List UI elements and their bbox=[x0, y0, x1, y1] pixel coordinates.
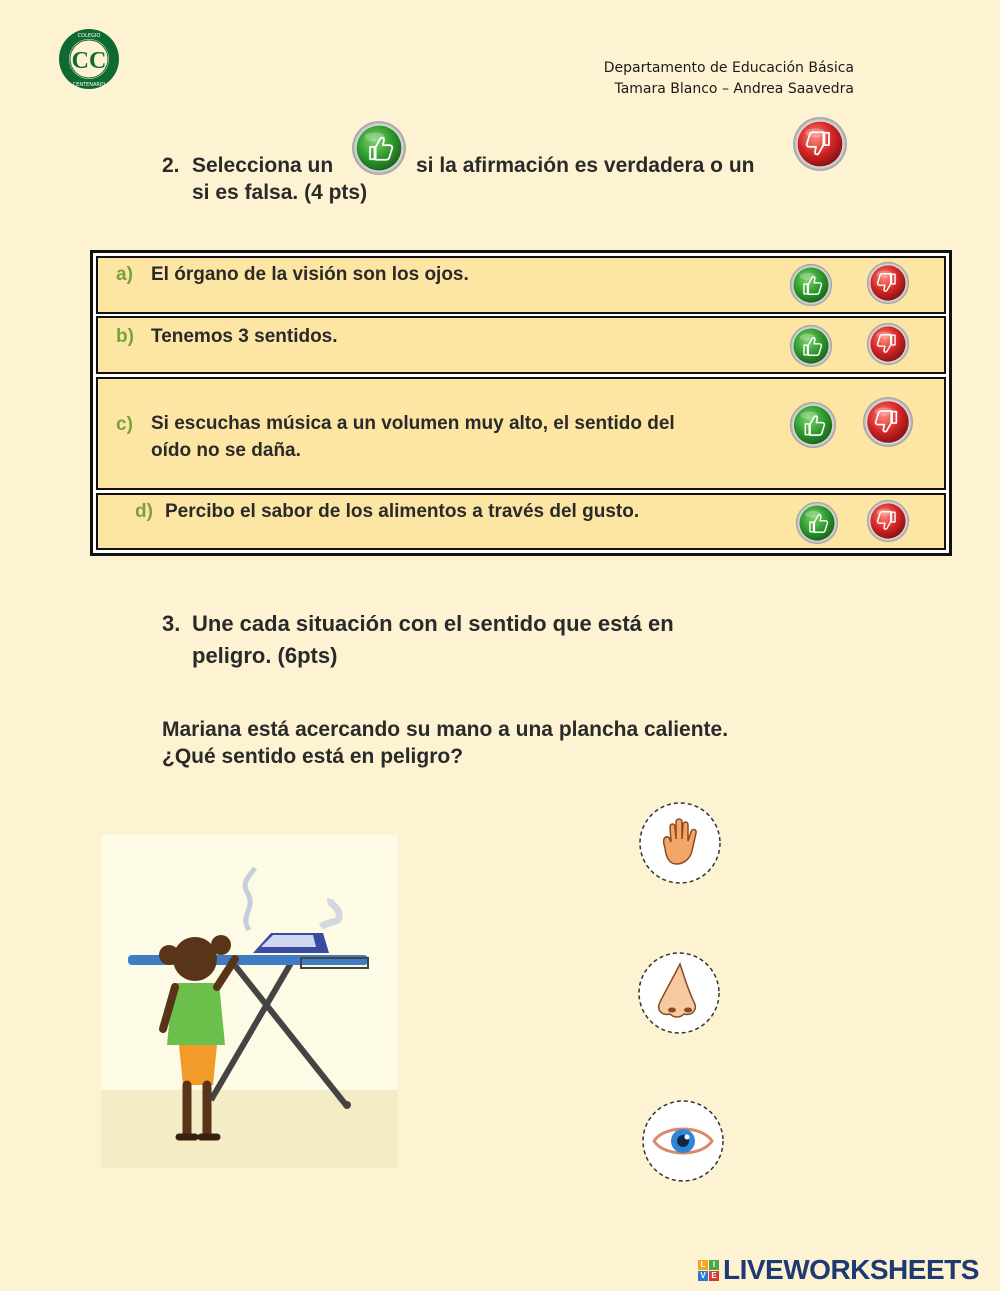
statement-row-b bbox=[96, 316, 946, 374]
thumbs-down-icon[interactable] bbox=[866, 499, 910, 543]
statement-row-c bbox=[96, 377, 946, 490]
thumbs-up-icon[interactable] bbox=[789, 324, 833, 368]
statement-row-d bbox=[96, 493, 946, 550]
statement-text: El órgano de la visión son los ojos. bbox=[151, 264, 469, 285]
thumbs-up-icon[interactable] bbox=[795, 501, 839, 545]
question-text: si es falsa. (4 pts) bbox=[192, 181, 368, 204]
statement-letter: a) bbox=[116, 264, 133, 285]
thumbs-down-icon[interactable] bbox=[866, 261, 910, 305]
svg-text:CC: CC bbox=[71, 48, 107, 74]
statement-text: oído no se daña. bbox=[151, 440, 301, 461]
statement-row-a bbox=[96, 256, 946, 314]
statement-text: Percibo el sabor de los alimentos a través del gusto. bbox=[165, 501, 640, 522]
question-text: Une cada situación con el sentido que está en bbox=[192, 611, 674, 636]
svg-text:COLEGIO: COLEGIO bbox=[77, 33, 101, 39]
svg-text:CENTENARIO: CENTENARIO bbox=[72, 82, 106, 88]
statement-text: Tenemos 3 sentidos. bbox=[151, 326, 338, 347]
thumbs-down-icon bbox=[792, 116, 848, 172]
true-false-table bbox=[90, 250, 952, 556]
statement-letter: b) bbox=[116, 326, 134, 347]
situation-text bbox=[162, 716, 728, 770]
thumbs-up-icon[interactable] bbox=[789, 263, 833, 307]
school-logo bbox=[58, 28, 120, 90]
statement-letter: d) bbox=[135, 501, 153, 522]
authors-label: Tamara Blanco – Andrea Saavedra bbox=[614, 81, 854, 97]
question-text: peligro. (6pts) bbox=[192, 643, 338, 668]
brand-name: LIVEWORKSHEETS bbox=[723, 1254, 979, 1285]
statement-text: Si escuchas música a un volumen muy alto, el sentido del bbox=[151, 413, 675, 434]
liveworksheets-logo bbox=[698, 1254, 979, 1286]
brand-tiles-icon: L I V E bbox=[698, 1260, 719, 1281]
thumbs-up-icon bbox=[351, 120, 407, 176]
statement-letter: c) bbox=[116, 414, 133, 435]
department-label: Departamento de Educación Básica bbox=[603, 60, 854, 76]
question-text: si la afirmación es verdadera o un bbox=[416, 154, 755, 177]
hand-icon[interactable] bbox=[637, 800, 723, 886]
nose-icon[interactable] bbox=[636, 950, 722, 1036]
situation-line: ¿Qué sentido está en peligro? bbox=[162, 745, 464, 768]
girl-ironing-illustration bbox=[101, 835, 398, 1168]
question-text: Selecciona un bbox=[192, 154, 334, 177]
header-credits bbox=[560, 58, 854, 100]
situation-line: Mariana está acercando su mano a una plancha caliente. bbox=[162, 718, 729, 741]
question-number: 3. bbox=[162, 611, 181, 636]
eye-icon[interactable] bbox=[640, 1098, 726, 1184]
thumbs-up-icon[interactable] bbox=[789, 401, 833, 445]
thumbs-down-icon[interactable] bbox=[866, 322, 910, 366]
question-number: 2. bbox=[162, 154, 180, 177]
thumbs-down-icon[interactable] bbox=[862, 396, 914, 448]
